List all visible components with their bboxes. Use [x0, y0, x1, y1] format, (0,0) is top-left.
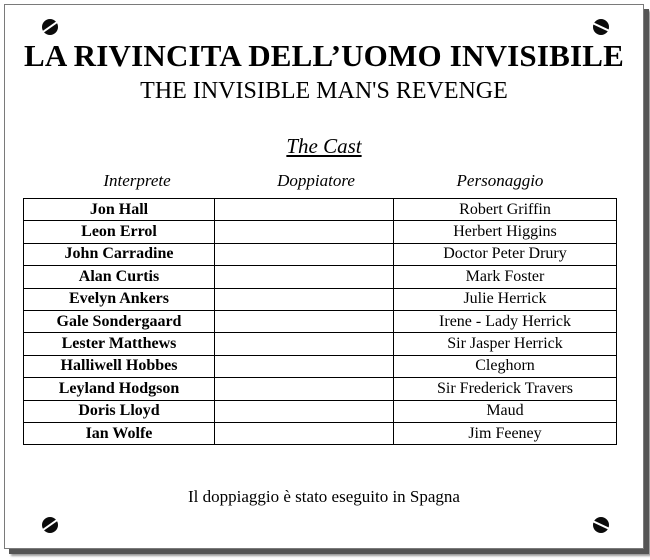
screw-icon	[593, 19, 609, 35]
table-row	[24, 355, 617, 377]
table-row	[24, 288, 617, 310]
character-cell: Jim Feeney	[394, 422, 617, 444]
table-row	[24, 333, 617, 355]
dubber-cell	[215, 221, 394, 243]
table-row	[24, 422, 617, 444]
actor-cell: Ian Wolfe	[24, 422, 215, 444]
actor-cell: Jon Hall	[24, 199, 215, 221]
actor-cell: Evelyn Ankers	[24, 288, 215, 310]
dubber-cell	[215, 243, 394, 265]
table-row	[24, 310, 617, 332]
character-cell: Irene - Lady Herrick	[394, 310, 617, 332]
screw-icon	[42, 517, 58, 533]
cast-heading: The Cast	[286, 134, 362, 158]
screw-icon	[593, 517, 609, 533]
character-cell: Sir Frederick Travers	[394, 378, 617, 400]
dubber-cell	[215, 378, 394, 400]
character-cell: Herbert Higgins	[394, 221, 617, 243]
actor-cell: Gale Sondergaard	[24, 310, 215, 332]
character-cell: Mark Foster	[394, 266, 617, 288]
character-cell: Cleghorn	[394, 355, 617, 377]
dubber-cell	[215, 333, 394, 355]
cast-plate	[4, 4, 644, 549]
dubber-cell	[215, 355, 394, 377]
table-row	[24, 221, 617, 243]
table-row	[24, 243, 617, 265]
character-cell: Doctor Peter Drury	[394, 243, 617, 265]
actor-cell: Halliwell Hobbes	[24, 355, 215, 377]
table-row	[24, 266, 617, 288]
table-row	[24, 378, 617, 400]
cast-table	[23, 198, 617, 445]
actor-cell: Leon Errol	[24, 221, 215, 243]
dubber-cell	[215, 288, 394, 310]
dubbing-note: Il doppiaggio è stato eseguito in Spagna	[188, 487, 460, 506]
character-cell: Julie Herrick	[394, 288, 617, 310]
dubber-cell	[215, 400, 394, 422]
actor-cell: Leyland Hodgson	[24, 378, 215, 400]
character-cell: Maud	[394, 400, 617, 422]
column-header-character: Personaggio	[456, 171, 544, 190]
column-header-actor: Interprete	[103, 171, 171, 190]
character-cell: Robert Griffin	[394, 199, 617, 221]
character-cell: Sir Jasper Herrick	[394, 333, 617, 355]
dubber-cell	[215, 310, 394, 332]
actor-cell: John Carradine	[24, 243, 215, 265]
column-header-dubber: Doppiatore	[277, 171, 355, 190]
dubber-cell	[215, 266, 394, 288]
actor-cell: Alan Curtis	[24, 266, 215, 288]
actor-cell: Lester Matthews	[24, 333, 215, 355]
screw-icon	[42, 19, 58, 35]
title-english: THE INVISIBLE MAN'S REVENGE	[140, 78, 508, 104]
table-row	[24, 199, 617, 221]
table-row	[24, 400, 617, 422]
dubber-cell	[215, 199, 394, 221]
actor-cell: Doris Lloyd	[24, 400, 215, 422]
title-italian: LA RIVINCITA DELL’UOMO INVISIBILE	[23, 38, 625, 73]
dubber-cell	[215, 422, 394, 444]
